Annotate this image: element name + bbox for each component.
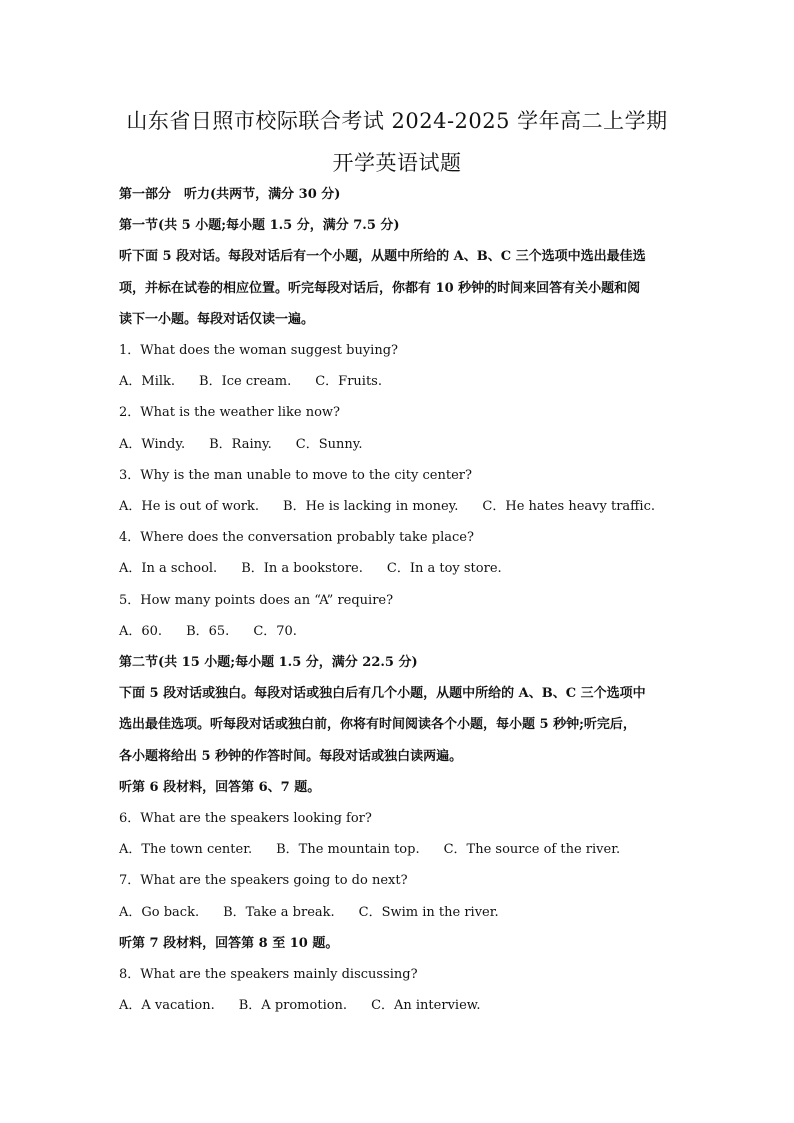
section-1-heading: 第一节(共 5 小题;每小题 1.5 分，满分 7.5 分) [119,218,400,233]
option-c: C．An interview. [371,998,481,1013]
question-7-options [119,904,689,922]
section-2-heading: 第二节(共 15 小题;每小题 1.5 分，满分 22.5 分) [119,655,418,670]
question-7: 7．What are the speakers going to do next? [119,873,408,888]
option-c: C．He hates heavy traffic. [482,499,655,514]
section-2-instruction-line: 下面 5 段对话或独白。每段对话或独白后有几个小题，从题中所给的 A、B、C 三个选项中 [119,686,646,701]
option-a: A．60. [119,624,163,639]
part-1-heading: 第一部分 听力(共两节，满分 30 分) [119,187,341,202]
option-c: C．Fruits. [315,374,382,389]
option-b: B．Take a break. [223,905,335,920]
option-a: A．Windy. [119,437,186,452]
option-b: B．A promotion. [238,998,348,1013]
question-5-options [119,623,689,641]
section-2-instruction-line: 各小题将给出 5 秒钟的作答时间。每段对话或独白读两遍。 [119,749,463,764]
question-2-options [119,436,689,454]
question-2: 2．What is the weather like now? [119,405,341,420]
question-5: 5．How many points does an “A” require? [119,593,394,608]
question-3: 3．Why is the man unable to move to the city center? [119,468,472,483]
section-1-instruction-line: 听下面 5 段对话。每段对话后有一个小题，从题中所给的 A、B、C 三个选项中选出最佳选 [119,249,646,264]
question-4: 4．Where does the conversation probably take place? [119,530,474,545]
question-8-options [119,997,689,1015]
material-6-heading: 听第 6 段材料，回答第 6、7 题。 [119,780,321,795]
option-a: A．The town center. [119,842,253,857]
option-b: B．He is lacking in money. [283,499,459,514]
question-1: 1．What does the woman suggest buying? [119,343,398,358]
section-1-instruction-line: 项，并标在试卷的相应位置。听完每段对话后，你都有 10 秒钟的时间来回答有关小题和阅 [119,281,641,296]
option-b: B．Rainy. [209,437,272,452]
option-c: C．Sunny. [295,437,363,452]
option-b: B．Ice cream. [199,374,292,389]
question-6-options [119,841,689,859]
option-c: C．70. [253,624,297,639]
exam-title-line-1: 山东省日照市校际联合考试 2024-2025 学年高二上学期 [126,109,668,133]
option-a: A．In a school. [119,561,218,576]
option-b: B．The mountain top. [276,842,420,857]
question-1-options [119,373,689,391]
option-a: A．Go back. [119,905,200,920]
option-a: A．A vacation. [119,998,215,1013]
option-c: C．In a toy store. [386,561,502,576]
option-a: A．Milk. [119,374,176,389]
option-b: B．65. [186,624,230,639]
option-c: C．Swim in the river. [358,905,499,920]
question-3-options [119,498,689,516]
option-c: C．The source of the river. [443,842,621,857]
material-7-heading: 听第 7 段材料，回答第 8 至 10 题。 [119,936,339,951]
exam-title-line-2: 开学英语试题 [332,151,462,175]
question-6: 6．What are the speakers looking for? [119,811,372,826]
section-2-instruction-line: 选出最佳选项。听每段对话或独白前，你将有时间阅读各个小题，每小题 5 秒钟;听完后， [119,717,636,732]
question-8: 8．What are the speakers mainly discussing? [119,967,418,982]
option-a: A．He is out of work. [119,499,260,514]
question-4-options [119,560,689,578]
section-1-instruction-line: 读下一小题。每段对话仅读一遍。 [119,312,315,327]
option-b: B．In a bookstore. [241,561,363,576]
